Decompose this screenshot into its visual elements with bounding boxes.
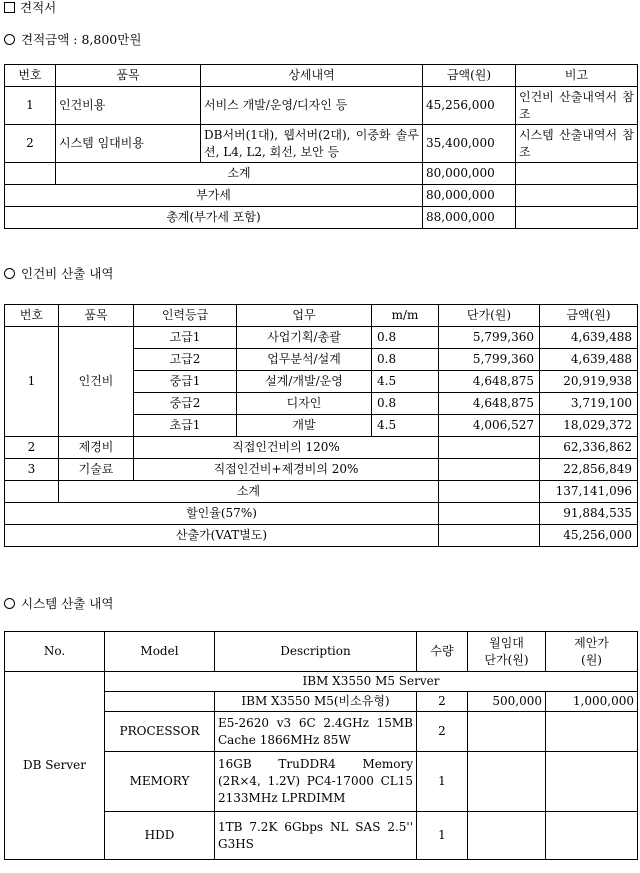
header-cell: 번호: [5, 65, 56, 87]
amount-cell: 62,336,862: [540, 437, 638, 459]
discount-row: [5, 503, 638, 525]
empty-cell: [5, 481, 59, 503]
task-cell: 업무분석/설계: [237, 349, 372, 371]
header-cell: m/m: [372, 305, 439, 327]
total-label: 총계(부가세 포함): [5, 207, 423, 229]
table-header-row: [5, 65, 638, 87]
item-cell: 기술료: [59, 459, 134, 481]
unit-price-cell: 4,648,875: [439, 371, 540, 393]
empty-cell: [439, 525, 540, 547]
header-cell: 수량: [417, 632, 468, 672]
desc-cell: 직접인건비의 120%: [134, 437, 439, 459]
qty-cell: 2: [417, 712, 468, 752]
amount-cell: 35,400,000: [423, 125, 516, 163]
labor-heading-text: 인건비 산출 내역: [21, 266, 114, 281]
header-cell: No.: [5, 632, 105, 672]
group-cell: DB Server: [5, 672, 105, 860]
monthly-price-cell: 500,000: [468, 692, 546, 712]
subtotal-value: 137,141,096: [540, 481, 638, 503]
monthly-price-cell: [468, 712, 546, 752]
header-cell: [546, 632, 638, 672]
desc-cell: IBM X3550 M5(비소유형): [215, 692, 417, 712]
monthly-price-cell: [468, 752, 546, 812]
table-header-row: [5, 305, 638, 327]
circle-bullet-icon: [4, 34, 15, 45]
model-cell: PROCESSOR: [105, 712, 215, 752]
table-row: [5, 327, 638, 349]
system-heading-text: 시스템 산출 내역: [21, 596, 114, 611]
grade-cell: 중급1: [134, 371, 237, 393]
note-cell: 인건비 산출내역서 참조: [516, 87, 638, 125]
model-cell: [105, 692, 215, 712]
empty-cell: [439, 503, 540, 525]
item-cell: 제경비: [59, 437, 134, 459]
grade-cell: 고급1: [134, 327, 237, 349]
subtotal-row: [5, 481, 638, 503]
empty-cell: [516, 207, 638, 229]
empty-cell: [439, 459, 540, 481]
amount-cell: 22,856,849: [540, 459, 638, 481]
subtotal-row: [5, 163, 638, 185]
item-cell: 시스템 임대비용: [56, 125, 201, 163]
circle-bullet-icon: [4, 268, 15, 279]
desc-cell: 16GB TruDDR4 Memory (2R×4, 1.2V) PC4-17000 CL15 2133MHz LPRDIMM: [215, 752, 417, 812]
detail-cell: 서비스 개발/운영/디자인 등: [201, 87, 423, 125]
task-cell: 개발: [237, 415, 372, 437]
header-monthly-line1: 월임대: [489, 635, 524, 650]
no-cell: 2: [5, 437, 59, 459]
system-section-heading: [4, 594, 113, 612]
task-cell: 사업기획/총괄: [237, 327, 372, 349]
empty-cell: [439, 481, 540, 503]
header-cell: 단가(원): [439, 305, 540, 327]
amount-cell: 4,639,488: [540, 349, 638, 371]
header-proposal-line1: 제안가: [574, 635, 609, 650]
no-cell: 3: [5, 459, 59, 481]
detail-cell: DB서버(1대), 웹서버(2대), 이중화 솔루션, L4, L2, 회선, 보안 등: [201, 125, 423, 163]
subtotal-label: 소계: [59, 481, 439, 503]
header-cell: Model: [105, 632, 215, 672]
qty-cell: 1: [417, 812, 468, 860]
empty-cell: [516, 185, 638, 207]
checkbox-square-icon: [4, 2, 15, 13]
grade-cell: 중급2: [134, 393, 237, 415]
header-cell: [468, 632, 546, 672]
vat-row: [5, 185, 638, 207]
task-cell: 디자인: [237, 393, 372, 415]
grade-cell: 초급1: [134, 415, 237, 437]
header-cell: 번호: [5, 305, 59, 327]
header-cell: 품목: [56, 65, 201, 87]
no-cell: 1: [5, 87, 56, 125]
final-value: 45,256,000: [540, 525, 638, 547]
final-price-row: [5, 525, 638, 547]
vat-label: 부가세: [5, 185, 423, 207]
empty-cell: [439, 437, 540, 459]
unit-price-cell: 5,799,360: [439, 349, 540, 371]
final-label: 산출가(VAT별도): [5, 525, 439, 547]
unit-price-cell: 4,006,527: [439, 415, 540, 437]
proposal-price-cell: [546, 752, 638, 812]
table-row: [5, 125, 638, 163]
header-cell: 인력등급: [134, 305, 237, 327]
mm-cell: 0.8: [372, 327, 439, 349]
table-header-row: [5, 632, 638, 672]
estimate-amount-line: [4, 30, 141, 48]
circle-bullet-icon: [4, 598, 15, 609]
amount-cell: 18,029,372: [540, 415, 638, 437]
item-cell: 인건비용: [56, 87, 201, 125]
monthly-price-cell: [468, 812, 546, 860]
grade-cell: 고급2: [134, 349, 237, 371]
unit-price-cell: 4,648,875: [439, 393, 540, 415]
desc-cell: E5-2620 v3 6C 2.4GHz 15MB Cache 1866MHz 85W: [215, 712, 417, 752]
labor-no-cell: 1: [5, 327, 59, 437]
qty-cell: 2: [417, 692, 468, 712]
note-cell: 시스템 산출내역서 참조: [516, 125, 638, 163]
header-cell: 비고: [516, 65, 638, 87]
amount-cell: 45,256,000: [423, 87, 516, 125]
table-row: [5, 437, 638, 459]
empty-cell: [516, 163, 638, 185]
subtotal-label: 소계: [56, 163, 423, 185]
document-title: [4, 0, 56, 16]
empty-cell: [5, 163, 56, 185]
mm-cell: 4.5: [372, 371, 439, 393]
amount-cell: 4,639,488: [540, 327, 638, 349]
header-proposal-line2: (원): [581, 652, 602, 667]
amount-cell: 3,719,100: [540, 393, 638, 415]
header-cell: 상세내역: [201, 65, 423, 87]
header-monthly-line2: 단가(원): [484, 652, 529, 667]
qty-cell: 1: [417, 752, 468, 812]
discount-label: 할인율(57%): [5, 503, 439, 525]
table-row: [5, 87, 638, 125]
vat-value: 80,000,000: [423, 185, 516, 207]
amount-cell: 20,919,938: [540, 371, 638, 393]
mm-cell: 0.8: [372, 349, 439, 371]
labor-cost-table: [4, 304, 638, 547]
header-cell: 업무: [237, 305, 372, 327]
desc-cell: 직접인건비+제경비의 20%: [134, 459, 439, 481]
title-text: 견적서: [20, 0, 57, 15]
proposal-price-cell: [546, 712, 638, 752]
header-cell: 금액(원): [540, 305, 638, 327]
header-cell: Description: [215, 632, 417, 672]
header-cell: 금액(원): [423, 65, 516, 87]
discount-value: 91,884,535: [540, 503, 638, 525]
desc-cell: 1TB 7.2K 6Gbps NL SAS 2.5'' G3HS: [215, 812, 417, 860]
server-title-cell: IBM X3550 M5 Server: [105, 672, 638, 692]
mm-cell: 0.8: [372, 393, 439, 415]
system-cost-table: [4, 631, 638, 860]
model-cell: HDD: [105, 812, 215, 860]
mm-cell: 4.5: [372, 415, 439, 437]
proposal-price-cell: [546, 812, 638, 860]
subtotal-value: 80,000,000: [423, 163, 516, 185]
labor-item-cell: 인건비: [59, 327, 134, 437]
header-cell: 품목: [59, 305, 134, 327]
no-cell: 2: [5, 125, 56, 163]
total-value: 88,000,000: [423, 207, 516, 229]
table-row: [5, 459, 638, 481]
proposal-price-cell: 1,000,000: [546, 692, 638, 712]
summary-table: [4, 64, 638, 229]
unit-price-cell: 5,799,360: [439, 327, 540, 349]
model-cell: MEMORY: [105, 752, 215, 812]
total-row: [5, 207, 638, 229]
estimate-amount-text: 견적금액 : 8,800만원: [21, 32, 142, 47]
labor-section-heading: [4, 264, 113, 282]
task-cell: 설계/개발/운영: [237, 371, 372, 393]
server-title-row: [5, 672, 638, 692]
